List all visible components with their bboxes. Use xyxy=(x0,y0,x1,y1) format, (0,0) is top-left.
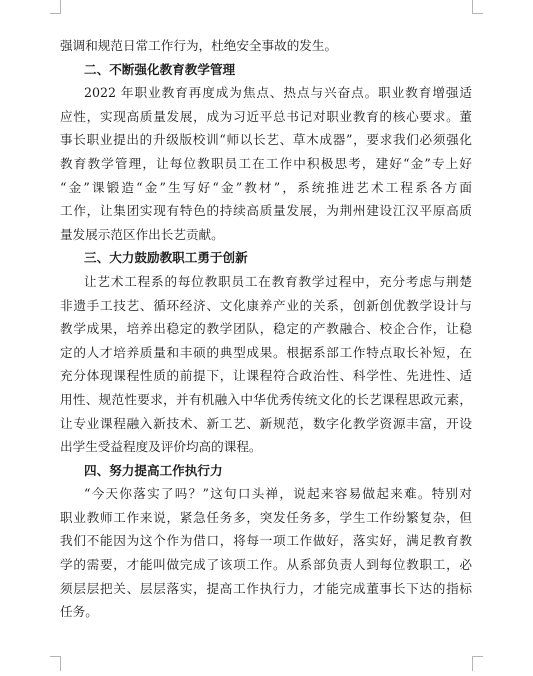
text-line: 让艺术工程系的每位教职员工在教育教学过程中，充分考虑与荆楚 xyxy=(84,273,472,289)
paragraph xyxy=(60,270,472,459)
text-line: 任务。 xyxy=(60,604,98,620)
section-heading: 三、大力鼓励教职工勇于创新 xyxy=(84,250,248,266)
text-line: 非遗手工技艺、循环经济、文化康养产业的关系，创新创优教学设计与 xyxy=(60,297,472,313)
text-line: 我们不能因为这个作为借口，将每一项工作做好，落实好，满足教育教 xyxy=(60,533,472,549)
text-line: 教育教学管理，让每位教职员工在工作中积极思考，建好“金”专上好 xyxy=(60,155,472,171)
text-line: 职业教师工作来说，紧急任务多，突发任务多，学生工作纷繁复杂，但 xyxy=(60,509,472,525)
text-line: “金”课锻造“金”生写好“金”教材”，系统推进艺术工程系各方面 xyxy=(60,179,472,195)
text-line: 让专业课程融入新技术、新工艺、新规范，数字化教学资源丰富，开设 xyxy=(60,415,472,431)
text-line: 事长职业提出的升级版校训“师以长艺、草木成器”，要求我们必须强化 xyxy=(60,132,472,148)
text-line: 用性、规范性要求，并有机融入中华优秀传统文化的长艺课程思政元素， xyxy=(60,391,472,407)
document-body xyxy=(60,34,472,624)
crop-mark-top-right xyxy=(472,0,483,14)
text-line: 学的需要，才能叫做完成了该项工作。从系部负责人到每位教职工，必 xyxy=(60,557,472,573)
text-line: 须层层把关、层层落实，提高工作执行力，才能完成董事长下达的指标 xyxy=(60,580,472,596)
paragraph xyxy=(60,482,472,624)
text-line: 出学生受益程度及评价均高的课程。 xyxy=(60,439,262,455)
text-line: “今天你落实了吗？”这句口头禅，说起来容易做起来难。特别对 xyxy=(84,486,472,502)
text-line: 工作，让集团实现有特色的持续高质量发展，为荆州建设江汉平原高质 xyxy=(60,203,472,219)
text-line: 应性，实现高质量发展，成为习近平总书记对职业教育的核心要求。董 xyxy=(60,108,472,124)
paragraph xyxy=(60,81,472,246)
crop-mark-top-left xyxy=(50,0,61,14)
text-line: 量发展示范区作出长艺贡献。 xyxy=(60,226,224,242)
paragraph xyxy=(60,34,472,58)
text-line: 2022 年职业教育再度成为焦点、热点与兴奋点。职业教育增强适 xyxy=(84,85,472,101)
text-line: 强调和规范日常工作行为，杜绝安全事故的发生。 xyxy=(60,38,338,53)
text-line: 充分体现课程性质的前提下，让课程符合政治性、科学性、先进性、适 xyxy=(60,368,472,384)
crop-mark-bottom-right xyxy=(472,656,483,671)
text-line: 定的人才培养质量和丰硕的典型成果。根据系部工作特点取长补短，在 xyxy=(60,344,472,360)
section-heading: 二、不断强化教育教学管理 xyxy=(84,61,236,77)
crop-mark-bottom-left xyxy=(50,656,61,671)
section-heading: 四、努力提高工作执行力 xyxy=(84,462,223,478)
text-line: 教学成果，培养出稳定的教学团队，稳定的产教融合、校企合作，让稳 xyxy=(60,321,472,337)
